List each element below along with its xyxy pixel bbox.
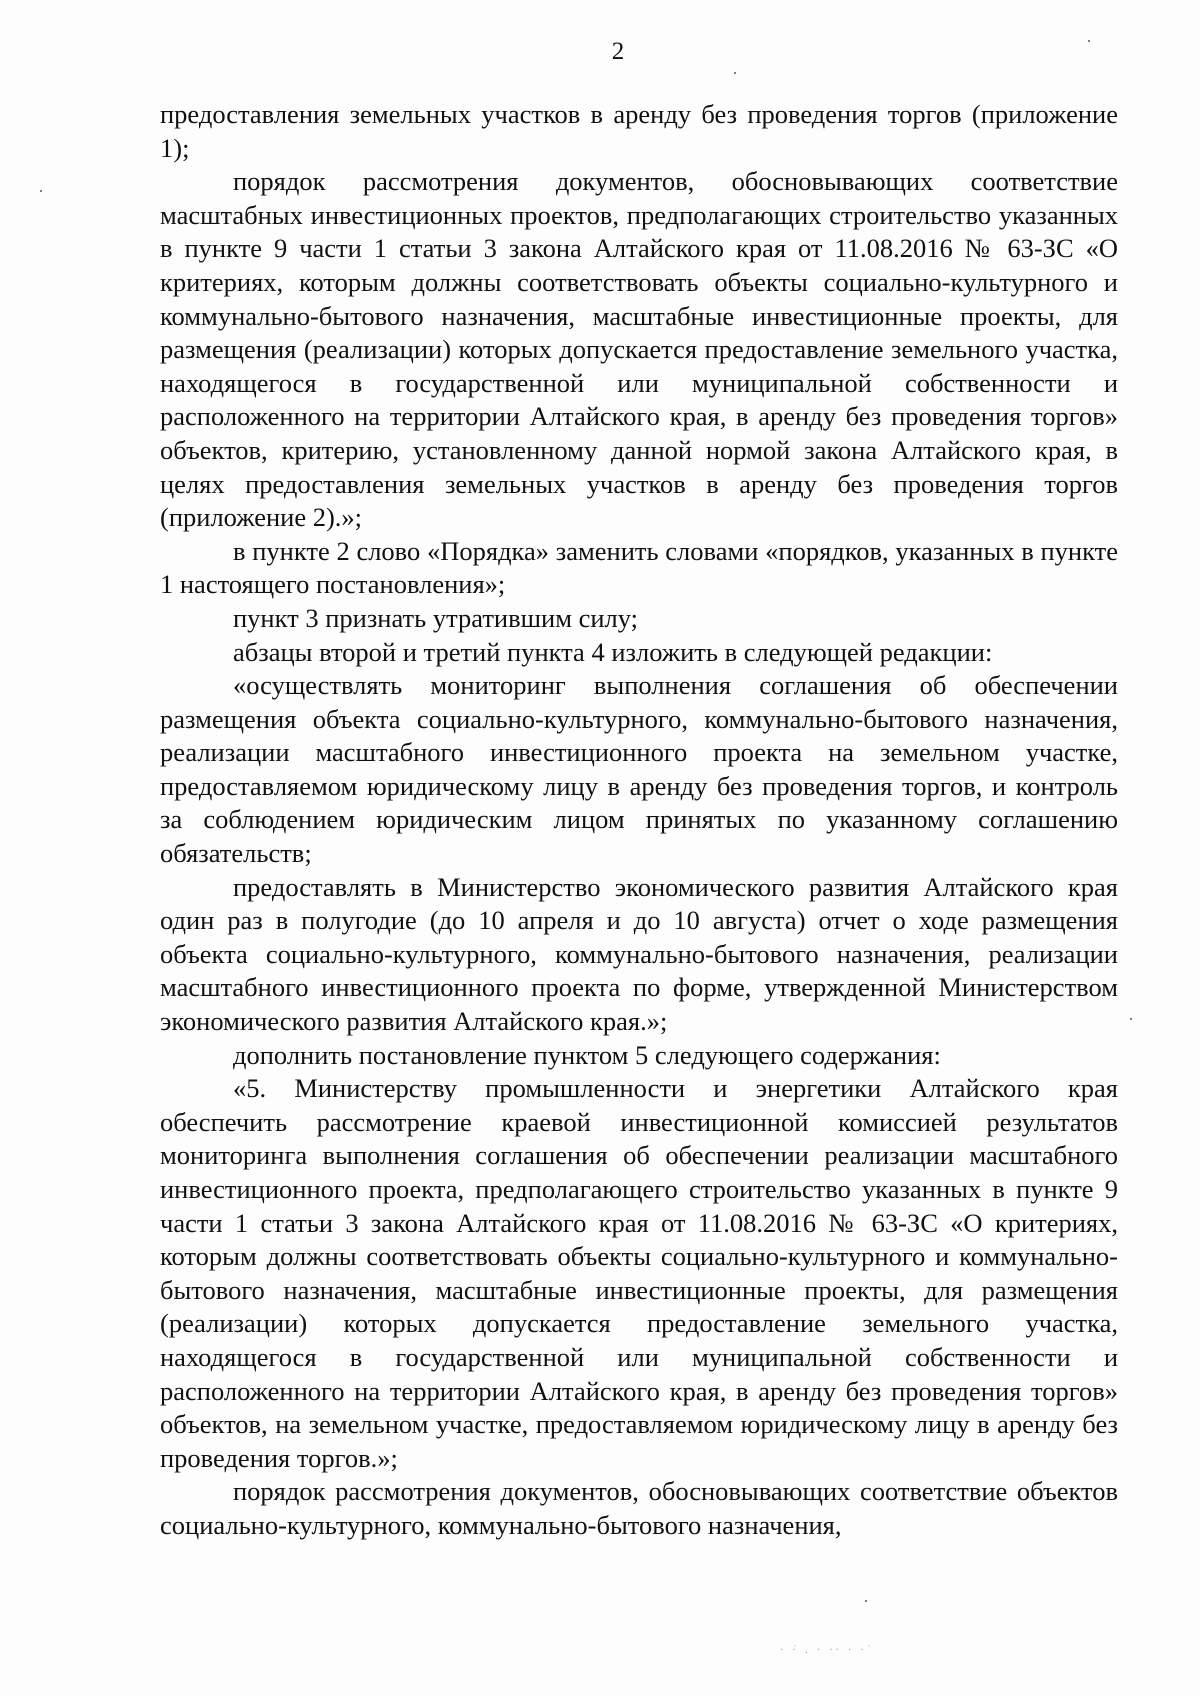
paragraph: дополнить постановление пунктом 5 следующего содержания: (233, 1039, 941, 1070)
scan-speck (734, 72, 736, 74)
paragraph: абзацы второй и третий пункта 4 изложить в следующей редакции: (233, 636, 993, 667)
paragraph: пункт 3 признать утратившим силу; (233, 602, 639, 633)
paragraph: порядок рассмотрения документов, обосновывающих соответствие масштабных инвестиционных проектов, предполагающих строительство указанных в пункте 9 части 1 статьи 3 закона Алтайского края от 11.08.2016 № 63-ЗС «О критериях, которым должны соответствовать объекты социально-культурного и коммунально-бытового назначения, масштабные инвестиционные проекты, для размещения (реализации) которых допускается предоставление земельного участка, находящегося в государственной или муниципальной собственности и расположенного на территории Алтайского края, в аренду без проведения торгов» объектов, критерию, установленному данной нормой закона Алтайского края, в целях предоставления земельных участков в аренду без проведения торгов (приложение 2).»; (160, 166, 1118, 533)
page-number: 2 (611, 38, 625, 65)
scan-speck (1088, 40, 1090, 42)
scan-speck (40, 190, 42, 192)
paragraph: предоставлять в Министерство экономического развития Алтайского края один раз в полугодие (до 10 апреля и до 10 августа) отчет о ходе размещения объекта социально-культурного, коммунально-бытового назначения, реализации масштабного инвестиционного проекта по форме, утвержденной Министерством экономического развития Алтайского края.»; (160, 871, 1118, 1037)
scan-noise: · ·͘ . · ·· · ·˙ (780, 1645, 875, 1656)
paragraph: в пункте 2 слово «Порядка» заменить словами «порядков, указанных в пункте 1 настоящего постановления»; (160, 535, 1118, 600)
paragraph-continuation: предоставления земельных участков в аренду без проведения торгов (приложение 1); (160, 99, 1118, 163)
document-body (160, 98, 1118, 1543)
scan-speck (1130, 1018, 1132, 1020)
paragraph: «5. Министерству промышленности и энергетики Алтайского края обеспечить рассмотрение краевой инвестиционной комиссией результатов мониторинга выполнения соглашения об обеспечении реализации масштабного инвестиционного проекта, предполагающего строительство указанных в пункте 9 части 1 статьи 3 закона Алтайского края от 11.08.2016 № 63-ЗС «О критериях, которым должны соответствовать объекты социально-культурного и коммунально-бытового назначения, масштабные инвестиционные проекты, для размещения (реализации) которых допускается предоставление земельного участка, находящегося в государственной или муниципальной собственности и расположенного на территории Алтайского края, в аренду без проведения торгов» объектов, на земельном участке, предоставляемом юридическому лицу в аренду без проведения торгов.»; (160, 1073, 1118, 1473)
paragraph: порядок рассмотрения документов, обосновывающих соответствие объектов социально-культурного, коммунально-бытового назначения, (160, 1476, 1118, 1540)
paragraph: «осуществлять мониторинг выполнения соглашения об обеспечении размещения объекта социально-культурного, коммунально-бытового назначения, реализации масштабного инвестиционного проекта на земельном участке, предоставляемом юридическому лицу в аренду без проведения торгов, и контроль за соблюдением юридическим лицом принятых по указанному соглашению обязательств; (160, 670, 1118, 869)
scan-speck (865, 1600, 867, 1602)
